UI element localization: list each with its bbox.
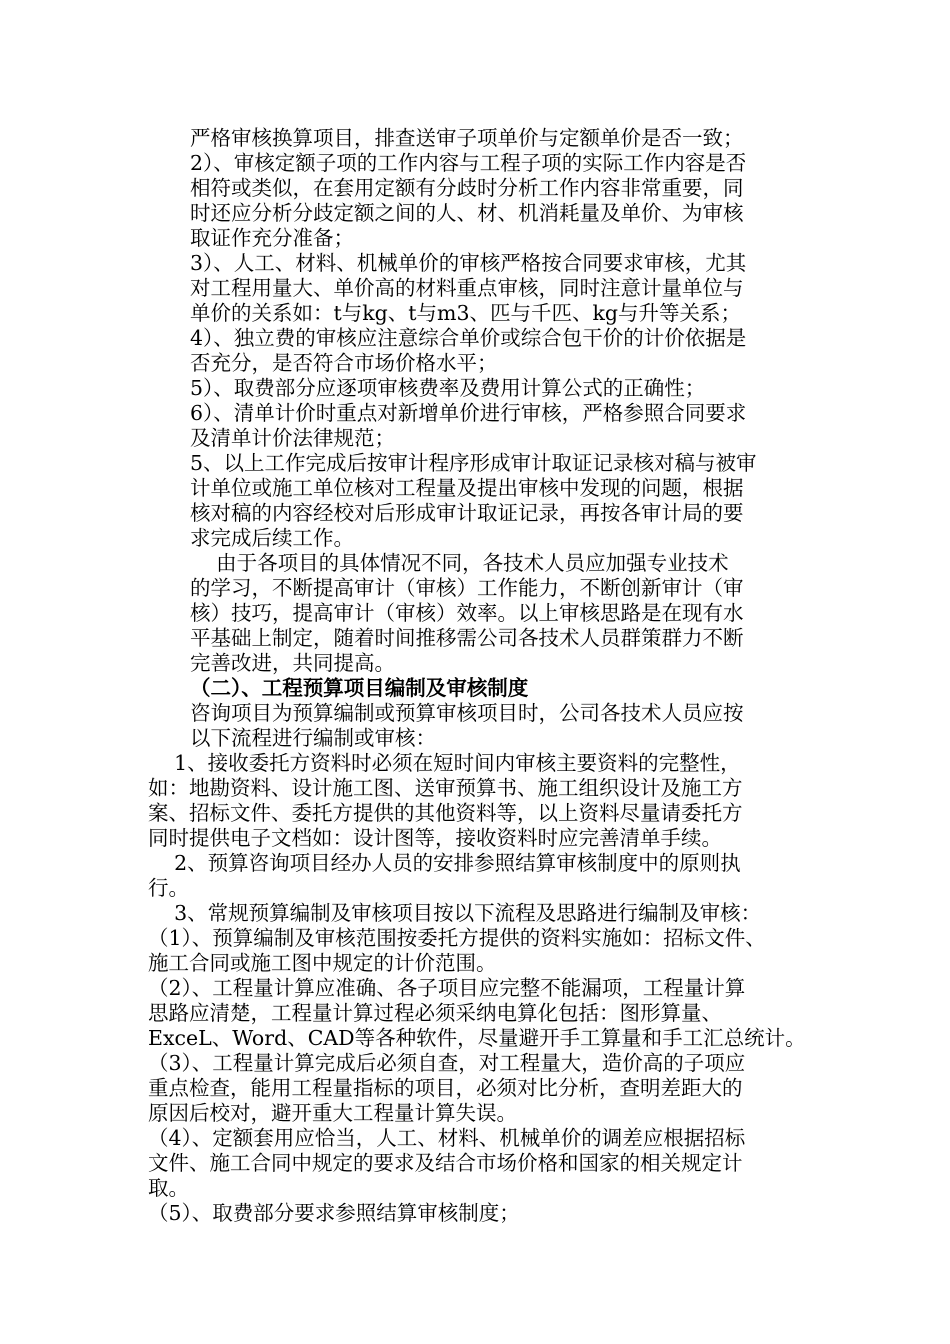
text-line: 施工合同或施工图中规定的计价范围。 [148, 951, 497, 975]
text-line: 2）、审核定额子项的工作内容与工程子项的实际工作内容是否 [190, 151, 747, 175]
text-line: 2、预算咨询项目经办人员的安排参照结算审核制度中的原则执 [148, 851, 741, 875]
text-line: 时还应分析分歧定额之间的人、材、机消耗量及单价、为审核 [190, 201, 744, 225]
text-line: 案、招标文件、委托方提供的其他资料等，以上资料尽量请委托方 [148, 801, 743, 825]
text-line: 行。 [148, 876, 189, 900]
text-line: 严格审核换算项目，排查送审子项单价与定额单价是否一致； [190, 126, 744, 150]
text-line: 4）、独立费的审核应注意综合单价或综合包干价的计价依据是 [190, 326, 747, 350]
text-line: 求完成后续工作。 [190, 526, 354, 550]
text-line: 重点检查，能用工程量指标的项目，必须对比分析，查明差距大的 [148, 1076, 743, 1100]
text-line: 取。 [148, 1176, 189, 1200]
text-line: ExceL、Word、CAD等各种软件，尽量避开手工算量和手工汇总统计。 [148, 1026, 806, 1050]
text-line: 由于各项目的具体情况不同，各技术人员应加强专业技术 [190, 551, 729, 575]
text-line: 3、常规预算编制及审核项目按以下流程及思路进行编制及审核： [148, 901, 762, 925]
text-line: （2）、工程量计算应准确、各子项目应完整不能漏项，工程量计算 [148, 976, 746, 1000]
text-line: 及清单计价法律规范； [190, 426, 395, 450]
text-line: 以下流程进行编制或审核： [190, 726, 436, 750]
text-line: 单价的关系如：t与kg、t与m3、匹与千匹、kg与升等关系； [190, 301, 742, 325]
text-line: 完善改进，共同提高。 [190, 651, 395, 675]
text-line: 1、接收委托方资料时必须在短时间内审核主要资料的完整性， [148, 751, 741, 775]
text-line: 否充分，是否符合市场价格水平； [190, 351, 498, 375]
text-line: 同时提供电子文档如：设计图等，接收资料时应完善清单手续。 [148, 826, 722, 850]
text-line: 对工程用量大、单价高的材料重点审核，同时注意计量单位与 [190, 276, 744, 300]
text-line: 原因后校对，避开重大工程量计算失误。 [148, 1101, 517, 1125]
text-line: 思路应清楚，工程量计算过程必须采纳电算化包括：图形算量、 [148, 1001, 722, 1025]
text-line: 如：地勘资料、设计施工图、送审预算书、施工组织设计及施工方 [148, 776, 743, 800]
text-line: 核）技巧，提高审计（审核）效率。以上审核思路是在现有水 [190, 601, 744, 625]
text-line: 的学习，不断提高审计（审核）工作能力，不断创新审计（审 [190, 576, 744, 600]
text-line: （5）、取费部分要求参照结算审核制度； [148, 1201, 520, 1225]
text-line: 核对稿的内容经校对后形成审计取证记录，再按各审计局的要 [190, 501, 744, 525]
text-line: 6）、清单计价时重点对新增单价进行审核，严格参照合同要求 [190, 401, 747, 425]
text-line: （1）、预算编制及审核范围按委托方提供的资料实施如：招标文件、 [148, 926, 766, 950]
text-line: 咨询项目为预算编制或预算审核项目时，公司各技术人员应按 [190, 701, 744, 725]
text-line: 平基础上制定，随着时间推移需公司各技术人员群策群力不断 [190, 626, 744, 650]
text-line: 5）、取费部分应逐项审核费率及费用计算公式的正确性； [190, 376, 706, 400]
section-heading: （二）、工程预算项目编制及审核制度 [190, 676, 529, 700]
text-line: 5、以上工作完成后按审计程序形成审计取证记录核对稿与被审 [190, 451, 757, 475]
text-line: 相符或类似，在套用定额有分歧时分析工作内容非常重要，同 [190, 176, 744, 200]
text-line: 3）、人工、材料、机械单价的审核严格按合同要求审核，尤其 [190, 251, 747, 275]
text-line: 计单位或施工单位核对工程量及提出审核中发现的问题，根据 [190, 476, 744, 500]
text-line: 取证作充分准备； [190, 226, 354, 250]
text-line: 文件、施工合同中规定的要求及结合市场价格和国家的相关规定计 [148, 1151, 743, 1175]
text-line: （3）、工程量计算完成后必须自查，对工程量大，造价高的子项应 [148, 1051, 746, 1075]
text-line: （4）、定额套用应恰当，人工、材料、机械单价的调差应根据招标 [148, 1126, 746, 1150]
